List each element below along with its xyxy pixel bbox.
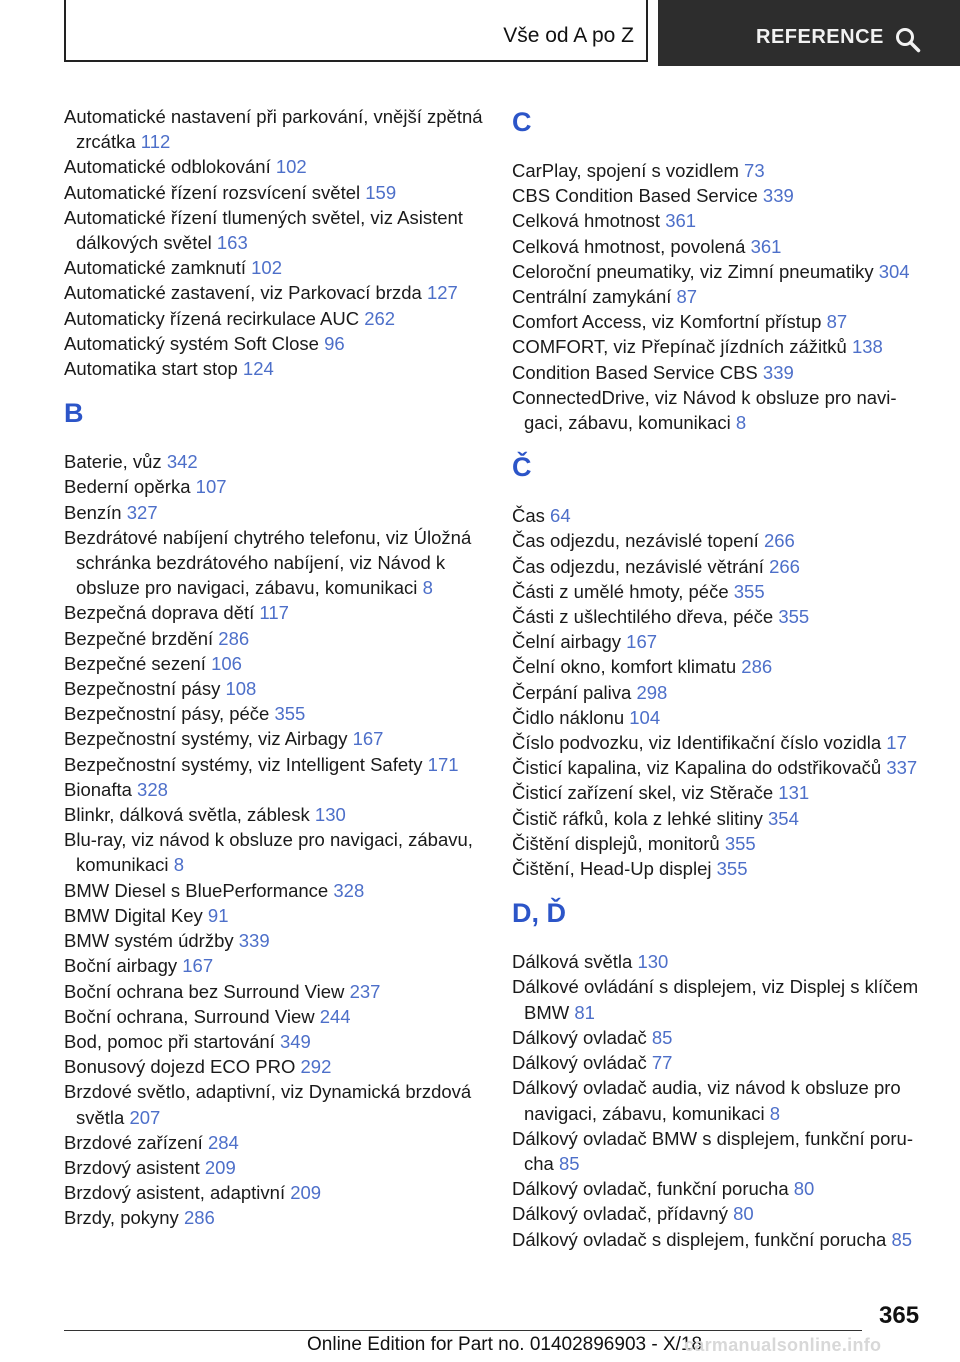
- index-entry: [512, 780, 932, 805]
- index-entry-text: Centrální zamykání: [512, 286, 672, 308]
- index-entry-text: Bezpečnostní systémy, viz Intelligent Safety: [64, 753, 423, 775]
- index-entry-text: Bonusový dojezd ECO PRO: [64, 1056, 296, 1078]
- index-entry: [64, 676, 488, 701]
- index-entry-text: Dálkový ovladač, funkční porucha: [512, 1178, 789, 1200]
- index-page-link[interactable]: 286: [741, 656, 773, 678]
- index-page-link[interactable]: 87: [826, 311, 848, 333]
- index-entry: [64, 525, 488, 601]
- index-entry-text: BMW Digital Key: [64, 904, 203, 926]
- index-entry-text: Condition Based Service CBS: [512, 361, 758, 383]
- index-page-link[interactable]: 266: [763, 530, 795, 552]
- index-page-link[interactable]: 286: [183, 1207, 215, 1229]
- index-entry-text: Blinkr, dálková světla, záblesk: [64, 804, 310, 826]
- index-entry: [512, 629, 932, 654]
- index-page-link[interactable]: 85: [558, 1152, 580, 1174]
- index-entry: [512, 208, 932, 233]
- index-page-link[interactable]: 73: [744, 160, 765, 181]
- index-page-link[interactable]: 81: [574, 1001, 595, 1023]
- index-entry: [64, 651, 488, 676]
- index-entry-text: Dálková světla: [512, 951, 633, 973]
- index-entry-text: Dálkový ovladač: [512, 1026, 647, 1048]
- index-entry: [512, 360, 932, 385]
- index-entry: [512, 974, 932, 1024]
- index-page-link[interactable]: 244: [319, 1005, 351, 1027]
- index-entry-text: BMW Diesel s BluePerformance: [64, 879, 329, 901]
- index-entry: [512, 385, 932, 435]
- index-entry-text: Automatické zamknutí: [64, 257, 246, 279]
- index-page-link[interactable]: 8: [735, 412, 747, 434]
- watermark: carmanualsonline.info: [684, 1335, 882, 1355]
- index-entry: [512, 1201, 932, 1226]
- index-letter-heading: B: [64, 398, 84, 429]
- index-entry-text: Brzdy, pokyny: [64, 1207, 179, 1229]
- index-entry-text: Čas odjezdu, nezávislé větrání: [512, 555, 764, 577]
- index-entry-text: Bederní opěrka: [64, 476, 191, 498]
- index-entry-text: Benzín: [64, 501, 122, 523]
- index-entry-text: Dálkový ovladač audia, viz návod k obsluze pro navigaci, zábavu, komunikaci: [512, 1077, 901, 1124]
- page-footer: [0, 1331, 960, 1362]
- index-page-link[interactable]: 361: [750, 235, 782, 257]
- index-entry: [512, 654, 932, 679]
- index-entry: [64, 474, 488, 499]
- index-page-link[interactable]: 354: [768, 807, 799, 829]
- index-entry-text: Celoroční pneumatiky, viz Zimní pneumatiky: [512, 260, 874, 282]
- index-entry-text: Boční ochrana, Surround View: [64, 1005, 315, 1027]
- index-entry: [512, 705, 932, 730]
- index-entry: [512, 949, 932, 974]
- index-page-link[interactable]: 112: [140, 131, 171, 153]
- index-page-link[interactable]: 85: [651, 1026, 673, 1048]
- index-entry-text: Baterie, vůz: [64, 451, 162, 473]
- index-entry: [64, 600, 488, 625]
- index-letter-heading: D, Ď: [512, 898, 566, 929]
- index-entry: [64, 802, 488, 827]
- index-page-link[interactable]: 106: [211, 652, 242, 674]
- index-page-link[interactable]: 167: [182, 955, 214, 977]
- index-entry: [512, 1126, 932, 1176]
- index-entry: [512, 755, 932, 780]
- index-entry-text: Čisticí kapalina, viz Kapalina do odstřikovačů: [512, 757, 882, 779]
- index-entry: [64, 726, 488, 751]
- index-entry-text: Automatické odblokování: [64, 156, 271, 178]
- index-entry-text: Čas: [512, 505, 545, 527]
- index-entry-text: Bezpečná doprava dětí: [64, 602, 255, 624]
- index-page-link[interactable]: 171: [427, 753, 459, 775]
- index-entry: [64, 1004, 488, 1029]
- index-entry-text: Celková hmotnost: [512, 210, 661, 232]
- index-entry-text: Čistič ráfků, kola z lehké slitiny: [512, 807, 763, 829]
- index-entry: [64, 626, 488, 651]
- index-page-link[interactable]: 339: [762, 185, 794, 207]
- index-entry: [64, 1054, 488, 1079]
- index-entry: [64, 280, 488, 305]
- index-page-link[interactable]: 17: [886, 732, 907, 754]
- index-entry-text: Automatické zastavení, viz Parkovací brzda: [64, 282, 422, 304]
- index-entry-text: Blu-ray, viz návod k obsluze pro navigaci, zábavu, komunikaci: [64, 829, 473, 876]
- index-entry: [512, 309, 932, 334]
- index-entry: [512, 856, 932, 881]
- index-entry-text: CarPlay, spojení s vozidlem: [512, 160, 739, 181]
- index-entry: [512, 284, 932, 309]
- index-entry: [64, 1079, 488, 1129]
- index-entry-text: Dálkové ovládání s displejem, viz Displej s klíčem BMW: [512, 976, 919, 1023]
- index-page-link[interactable]: 117: [259, 602, 289, 624]
- section-title: Vše od A po Z: [503, 24, 634, 47]
- index-entry: [64, 953, 488, 978]
- index-entry: [512, 334, 932, 359]
- reference-label: REFERENCE: [756, 26, 884, 48]
- page-number: 365: [879, 1302, 920, 1329]
- index-page-link[interactable]: 107: [195, 476, 227, 498]
- index-page-link[interactable]: 355: [724, 832, 756, 854]
- index-page-link[interactable]: 91: [207, 904, 229, 926]
- index-page-link[interactable]: 328: [333, 879, 365, 901]
- index-entry: [64, 752, 488, 777]
- index-entry: [64, 306, 488, 331]
- index-entry: [512, 806, 932, 831]
- index-page-link[interactable]: 355: [733, 580, 765, 602]
- index-entry: [512, 1075, 932, 1125]
- index-page-link[interactable]: 284: [207, 1131, 239, 1153]
- index-entry: [512, 831, 932, 856]
- index-entry: [64, 205, 488, 255]
- index-entry: [512, 234, 932, 259]
- index-entry-text: Čisticí zařízení skel, viz Stěrače: [512, 782, 774, 804]
- index-entry: [64, 1205, 488, 1230]
- index-entry-text: Boční airbagy: [64, 955, 178, 977]
- index-entry-text: CBS Condition Based Service: [512, 185, 758, 207]
- index-entry-text: Automatické nastavení při parkování, vnější zpětná zrcátka: [64, 106, 483, 153]
- index-entry: [512, 604, 932, 629]
- index-entry: [64, 104, 488, 154]
- index-page-link[interactable]: 207: [129, 1106, 161, 1128]
- index-page-link[interactable]: 292: [300, 1056, 332, 1078]
- index-entry: [512, 503, 932, 528]
- index-page-link[interactable]: 85: [891, 1228, 913, 1250]
- index-entry-text: Bezpečnostní systémy, viz Airbagy: [64, 728, 348, 750]
- index-page-link[interactable]: 342: [166, 451, 198, 473]
- index-entry-text: Dálkový ovladač s displejem, funkční porucha: [512, 1228, 887, 1250]
- index-entry: [64, 180, 488, 205]
- index-page-link[interactable]: 304: [878, 260, 910, 282]
- index-page-link[interactable]: 64: [550, 505, 571, 527]
- index-page-link[interactable]: 209: [290, 1182, 322, 1204]
- index-entry-text: Čas odjezdu, nezávislé topení: [512, 530, 759, 552]
- index-entry: [512, 259, 932, 284]
- index-page-link[interactable]: 339: [762, 361, 794, 383]
- index-page-link[interactable]: 104: [629, 706, 661, 728]
- section-title-box: [64, 0, 648, 62]
- index-entry: [512, 680, 932, 705]
- index-entry-text: ConnectedDrive, viz Návod k obsluze pro navi‐gaci, zábavu, komunikaci: [512, 386, 897, 434]
- index-entry-text: Bezpečné sezení: [64, 652, 206, 674]
- index-entry-text: Části z umělé hmoty, péče: [512, 580, 729, 602]
- index-page-link[interactable]: 266: [769, 555, 800, 577]
- index-entry-text: Brzdové zařízení: [64, 1131, 203, 1153]
- index-entry-text: Automatické řízení tlumených světel, viz Asistent dálkových světel: [64, 206, 463, 254]
- index-entry: [512, 554, 932, 579]
- index-page-link[interactable]: 167: [626, 631, 658, 653]
- index-page-link[interactable]: 8: [422, 577, 433, 599]
- index-page-link[interactable]: 237: [349, 980, 381, 1002]
- index-page-link[interactable]: 108: [225, 678, 257, 700]
- index-page-link[interactable]: 80: [793, 1178, 815, 1200]
- index-page-link[interactable]: 80: [733, 1203, 754, 1225]
- index-entry-text: Dálkový ovladač BMW s displejem, funkční poru‐cha: [512, 1127, 913, 1174]
- index-entry-text: Číslo podvozku, viz Identifikační číslo vozidla: [512, 732, 882, 754]
- index-entry: [64, 154, 488, 179]
- index-entry-text: Dálkový ovladač, přídavný: [512, 1203, 728, 1225]
- index-entry: [512, 1176, 932, 1201]
- index-page-link[interactable]: 96: [324, 332, 345, 354]
- index-entry: [64, 449, 488, 474]
- index-page-link[interactable]: 102: [251, 257, 283, 279]
- reference-tab[interactable]: [658, 0, 960, 66]
- index-entry: [512, 730, 932, 755]
- index-page-link[interactable]: 77: [651, 1052, 673, 1074]
- index-page-link[interactable]: 355: [716, 858, 748, 880]
- index-entry: [64, 331, 488, 356]
- index-entry-text: Čištění displejů, monitorů: [512, 832, 720, 854]
- index-entry: [64, 1180, 488, 1205]
- index-page-link[interactable]: 262: [364, 307, 396, 329]
- index-entry: [64, 500, 488, 525]
- index-entry-text: Brzdový asistent: [64, 1156, 200, 1178]
- index-letter-heading: C: [512, 107, 532, 137]
- index-entry: [512, 579, 932, 604]
- index-page-link[interactable]: 8: [769, 1102, 781, 1124]
- index-page-link[interactable]: 159: [365, 181, 397, 203]
- index-entry-text: Automatické řízení rozsvícení světel: [64, 181, 361, 203]
- index-entry: [512, 1227, 932, 1252]
- index-entry-text: Automatika start stop: [64, 358, 238, 380]
- index-entry-text: Comfort Access, viz Komfortní přístup: [512, 311, 822, 333]
- index-entry: [64, 827, 488, 877]
- index-entry-text: Celková hmotnost, povolená: [512, 235, 746, 257]
- index-entry-text: Čelní okno, komfort klimatu: [512, 656, 737, 678]
- index-column-right: [512, 104, 932, 1252]
- index-page-link[interactable]: 87: [676, 286, 698, 308]
- index-page-link[interactable]: 130: [314, 804, 346, 826]
- index-entry: [64, 777, 488, 802]
- index-page-link[interactable]: 131: [778, 782, 810, 804]
- index-entry: [64, 979, 488, 1004]
- page-header: [0, 0, 960, 66]
- index-page-link[interactable]: 8: [173, 854, 184, 876]
- index-page-link[interactable]: 361: [665, 210, 697, 232]
- index-entry-text: Dálkový ovládač: [512, 1052, 647, 1074]
- search-icon[interactable]: [895, 27, 921, 53]
- index-entry: [64, 1029, 488, 1054]
- index-page-link[interactable]: 327: [126, 501, 158, 523]
- index-entry: [512, 1025, 932, 1050]
- index-entry: [64, 928, 488, 953]
- index-page-link[interactable]: 167: [352, 728, 384, 750]
- index-entry-text: Čištění, Head-Up displej: [512, 858, 712, 880]
- index-entry: [64, 255, 488, 280]
- index-entry-text: Boční ochrana bez Surround View: [64, 980, 345, 1002]
- index-entry-text: Bod, pomoc při startování: [64, 1030, 275, 1052]
- index-entry: [512, 528, 932, 553]
- index-entry-text: BMW systém údržby: [64, 930, 234, 952]
- index-page-link[interactable]: 209: [204, 1156, 236, 1178]
- index-page-link[interactable]: 102: [275, 156, 307, 178]
- index-entry-text: Bionafta: [64, 778, 132, 800]
- index-page-link[interactable]: 130: [637, 951, 669, 973]
- index-entry-text: Části z ušlechtilého dřeva, péče: [512, 606, 774, 628]
- index-entry: [512, 183, 932, 208]
- index-entry-text: Bezpečnostní pásy: [64, 678, 221, 700]
- index-entry-text: Bezdrátové nabíjení chytrého telefonu, viz Úložná schránka bezdrátového nabíjení, viz Návod k obsluze pro navigaci, zábavu, komunikaci: [64, 526, 472, 599]
- index-entry-text: Čidlo náklonu: [512, 706, 625, 728]
- index-entry: [64, 903, 488, 928]
- index-entry: [64, 878, 488, 903]
- index-page-link[interactable]: 138: [851, 336, 883, 358]
- index-page-link[interactable]: 163: [216, 232, 248, 254]
- index-page-link[interactable]: 355: [778, 606, 810, 628]
- index-page-link[interactable]: 337: [886, 757, 918, 779]
- index-entry: [512, 158, 932, 183]
- edition-text: Online Edition for Part no. 01402896903 - X/18: [307, 1334, 703, 1355]
- index-letter-heading: Č: [512, 452, 532, 483]
- index-page-link[interactable]: 127: [426, 282, 458, 304]
- index-entry-text: Brzdový asistent, adaptivní: [64, 1182, 286, 1204]
- index-entry: [64, 701, 488, 726]
- index-column-left: [64, 104, 488, 1231]
- index-entry-text: Automaticky řízená recirkulace AUC: [64, 307, 360, 329]
- index-entry: [64, 1155, 488, 1180]
- index-page-link[interactable]: 124: [242, 358, 274, 380]
- index-page-link[interactable]: 328: [137, 778, 168, 800]
- index-entry-text: Čerpání paliva: [512, 681, 632, 703]
- index-page-link[interactable]: 298: [636, 681, 668, 703]
- index-entry-text: Čelní airbagy: [512, 631, 622, 653]
- index-page-link[interactable]: 339: [238, 930, 270, 952]
- index-entry: [64, 356, 488, 381]
- index-entry-text: COMFORT, viz Přepínač jízdních zážitků: [512, 336, 847, 358]
- index-entry-text: Automatický systém Soft Close: [64, 332, 319, 354]
- index-entry: [64, 1130, 488, 1155]
- index-entry-text: Bezpečné brzdění: [64, 627, 214, 649]
- index-page-link[interactable]: 355: [274, 703, 306, 725]
- index-page-link[interactable]: 349: [279, 1030, 311, 1052]
- index-entry-text: Bezpečnostní pásy, péče: [64, 703, 270, 725]
- index-entry: [512, 1050, 932, 1075]
- index-entry-text: Brzdové světlo, adaptivní, viz Dynamická brzdová světla: [64, 1081, 472, 1128]
- index-page-link[interactable]: 286: [218, 627, 250, 649]
